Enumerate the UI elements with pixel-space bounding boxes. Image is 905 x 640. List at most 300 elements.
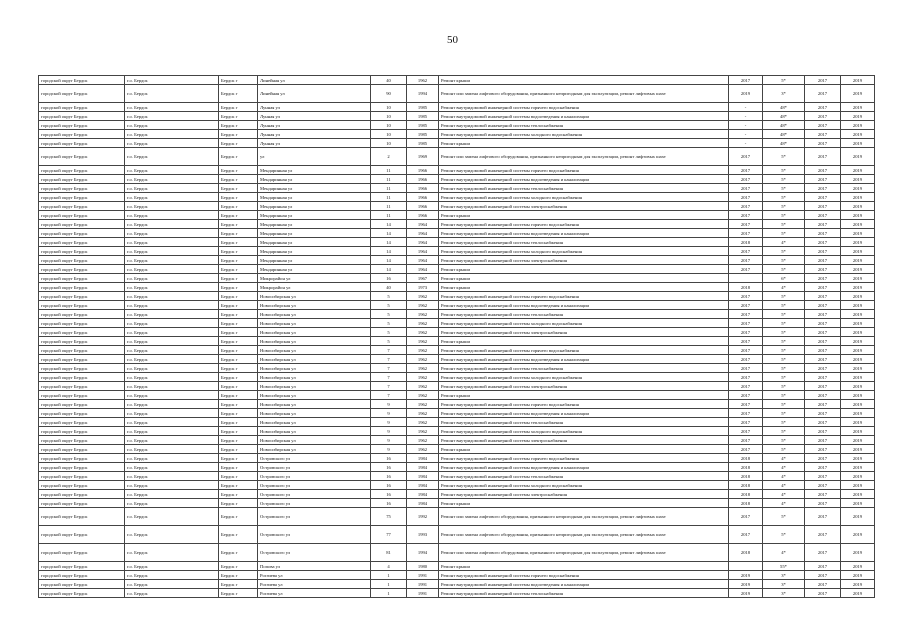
- period-end-cell: 2019: [841, 112, 875, 121]
- table-row: [39, 580, 875, 589]
- street-cell: Островского ул: [258, 526, 371, 544]
- plan-year-cell: 2017: [729, 337, 763, 346]
- street-cell: Микрорайон ул: [258, 283, 371, 292]
- plan-year-cell: 2017: [729, 319, 763, 328]
- build-year-cell: 1991: [407, 589, 439, 598]
- work-type-cell: Ремонт внутридомовой инженерной системы теплоснабжения: [439, 472, 729, 481]
- house-number-cell: 5: [371, 319, 407, 328]
- period-end-cell: 2019: [841, 445, 875, 454]
- city-cell: Бердск г: [219, 427, 258, 436]
- period-end-cell: 2019: [841, 193, 875, 202]
- municipality-cell: городской округ Бердск: [39, 310, 125, 319]
- street-cell: Новосибирская ул: [258, 301, 371, 310]
- district-cell: г.о. Бердск: [125, 256, 219, 265]
- street-cell: Новосибирская ул: [258, 328, 371, 337]
- municipality-cell: городской округ Бердск: [39, 148, 125, 166]
- city-cell: Бердск г: [219, 274, 258, 283]
- period-start-cell: 2017: [805, 148, 841, 166]
- district-cell: г.о. Бердск: [125, 526, 219, 544]
- work-type-cell: Ремонт крыши: [439, 274, 729, 283]
- work-type-cell: Ремонт внутридомовой инженерной системы электроснабжения: [439, 436, 729, 445]
- city-cell: Бердск г: [219, 265, 258, 274]
- build-year-cell: 1985: [407, 112, 439, 121]
- period-start-cell: 2017: [805, 283, 841, 292]
- build-year-cell: 1962: [407, 310, 439, 319]
- work-type-cell: Ремонт внутридомовой инженерной системы теплоснабжения: [439, 310, 729, 319]
- house-number-cell: 5: [371, 310, 407, 319]
- period-start-cell: 2017: [805, 445, 841, 454]
- district-cell: г.о. Бердск: [125, 130, 219, 139]
- city-cell: Бердск г: [219, 283, 258, 292]
- house-number-cell: 1: [371, 580, 407, 589]
- table-row: [39, 481, 875, 490]
- period-start-cell: 2017: [805, 328, 841, 337]
- street-cell: Рогачева ул: [258, 589, 371, 598]
- city-cell: Бердск г: [219, 256, 258, 265]
- build-year-cell: 1991: [407, 580, 439, 589]
- municipality-cell: городской округ Бердск: [39, 346, 125, 355]
- plan-year-cell: 2017: [729, 76, 763, 85]
- plan-year-cell: 2018: [729, 490, 763, 499]
- plan-year-cell: 2018: [729, 463, 763, 472]
- build-year-cell: 1962: [407, 328, 439, 337]
- house-number-cell: 16: [371, 490, 407, 499]
- street-cell: Мендаринная ул: [258, 238, 371, 247]
- period-start-cell: 2017: [805, 184, 841, 193]
- district-cell: г.о. Бердск: [125, 76, 219, 85]
- period-end-cell: 2019: [841, 454, 875, 463]
- municipality-cell: городской округ Бердск: [39, 283, 125, 292]
- build-year-cell: 1966: [407, 184, 439, 193]
- street-cell: Новосибирская ул: [258, 427, 371, 436]
- district-cell: г.о. Бердск: [125, 247, 219, 256]
- value-cell: 5*: [763, 409, 805, 418]
- district-cell: г.о. Бердск: [125, 220, 219, 229]
- value-cell: 5*: [763, 175, 805, 184]
- house-number-cell: 4: [371, 562, 407, 571]
- street-cell: Островского ул: [258, 544, 371, 562]
- value-cell: 5*: [763, 247, 805, 256]
- build-year-cell: 1962: [407, 436, 439, 445]
- work-type-cell: Ремонт внутридомовой инженерной системы холодного водоснабжения: [439, 193, 729, 202]
- street-cell: Рогачева ул: [258, 580, 371, 589]
- district-cell: г.о. Бердск: [125, 265, 219, 274]
- house-number-cell: 2: [371, 148, 407, 166]
- house-number-cell: 16: [371, 481, 407, 490]
- build-year-cell: 1966: [407, 193, 439, 202]
- district-cell: г.о. Бердск: [125, 409, 219, 418]
- house-number-cell: 9: [371, 445, 407, 454]
- city-cell: Бердск г: [219, 400, 258, 409]
- work-type-cell: Ремонт крыши: [439, 499, 729, 508]
- street-cell: Островского ул: [258, 463, 371, 472]
- table-row: [39, 256, 875, 265]
- work-type-cell: Ремонт или замена лифтового оборудования, признанного непригодным для эксплуатации, ремонт лифтовых шахт: [439, 85, 729, 103]
- build-year-cell: 1962: [407, 319, 439, 328]
- plan-year-cell: 2017: [729, 247, 763, 256]
- plan-year-cell: 2019: [729, 580, 763, 589]
- value-cell: 5*: [763, 364, 805, 373]
- house-number-cell: 40: [371, 283, 407, 292]
- period-start-cell: 2017: [805, 355, 841, 364]
- city-cell: Бердск г: [219, 202, 258, 211]
- value-cell: 5*: [763, 184, 805, 193]
- table-row: [39, 220, 875, 229]
- municipality-cell: городской округ Бердск: [39, 292, 125, 301]
- city-cell: Бердск г: [219, 337, 258, 346]
- work-type-cell: Ремонт внутридомовой инженерной системы водоотведения и канализации: [439, 229, 729, 238]
- house-number-cell: 7: [371, 346, 407, 355]
- capital-repair-table: [38, 75, 875, 598]
- street-cell: Попова ул: [258, 562, 371, 571]
- build-year-cell: 1993: [407, 526, 439, 544]
- plan-year-cell: 2017: [729, 265, 763, 274]
- plan-year-cell: 2018: [729, 499, 763, 508]
- plan-year-cell: 2017: [729, 292, 763, 301]
- municipality-cell: городской округ Бердск: [39, 274, 125, 283]
- build-year-cell: 1962: [407, 301, 439, 310]
- plan-year-cell: 2017: [729, 418, 763, 427]
- district-cell: г.о. Бердск: [125, 112, 219, 121]
- street-cell: Мендаринная ул: [258, 211, 371, 220]
- municipality-cell: городской округ Бердск: [39, 112, 125, 121]
- house-number-cell: 40: [371, 76, 407, 85]
- city-cell: Бердск г: [219, 526, 258, 544]
- house-number-cell: 16: [371, 472, 407, 481]
- city-cell: Бердск г: [219, 247, 258, 256]
- table-row: [39, 355, 875, 364]
- period-end-cell: 2019: [841, 472, 875, 481]
- period-end-cell: 2019: [841, 220, 875, 229]
- municipality-cell: городской округ Бердск: [39, 355, 125, 364]
- house-number-cell: 5: [371, 292, 407, 301]
- value-cell: 5*: [763, 292, 805, 301]
- period-start-cell: 2017: [805, 580, 841, 589]
- period-end-cell: 2019: [841, 562, 875, 571]
- city-cell: Бердск г: [219, 175, 258, 184]
- table-row: [39, 499, 875, 508]
- city-cell: Бердск г: [219, 445, 258, 454]
- city-cell: Бердск г: [219, 103, 258, 112]
- build-year-cell: 1980: [407, 562, 439, 571]
- period-end-cell: 2019: [841, 499, 875, 508]
- house-number-cell: 5: [371, 301, 407, 310]
- district-cell: г.о. Бердск: [125, 292, 219, 301]
- table-row: [39, 247, 875, 256]
- work-type-cell: Ремонт внутридомовой инженерной системы холодного водоснабжения: [439, 481, 729, 490]
- plan-year-cell: 2018: [729, 481, 763, 490]
- house-number-cell: 14: [371, 229, 407, 238]
- table-row: [39, 382, 875, 391]
- period-start-cell: 2017: [805, 436, 841, 445]
- plan-year-cell: 2018: [729, 544, 763, 562]
- period-start-cell: 2017: [805, 139, 841, 148]
- value-cell: 5*: [763, 265, 805, 274]
- period-end-cell: 2019: [841, 229, 875, 238]
- district-cell: г.о. Бердск: [125, 490, 219, 499]
- house-number-cell: 1: [371, 571, 407, 580]
- value-cell: 3*: [763, 580, 805, 589]
- street-cell: Островского ул: [258, 490, 371, 499]
- house-number-cell: 7: [371, 355, 407, 364]
- plan-year-cell: 2017: [729, 211, 763, 220]
- table-row: [39, 121, 875, 130]
- municipality-cell: городской округ Бердск: [39, 319, 125, 328]
- value-cell: 5*: [763, 328, 805, 337]
- period-end-cell: 2019: [841, 184, 875, 193]
- district-cell: г.о. Бердск: [125, 184, 219, 193]
- house-number-cell: 5: [371, 337, 407, 346]
- value-cell: 5*: [763, 229, 805, 238]
- value-cell: 5*: [763, 310, 805, 319]
- period-end-cell: 2019: [841, 274, 875, 283]
- street-cell: Лунная ул: [258, 103, 371, 112]
- table-row: [39, 589, 875, 598]
- period-start-cell: 2017: [805, 364, 841, 373]
- municipality-cell: городской округ Бердск: [39, 301, 125, 310]
- plan-year-cell: 2017: [729, 445, 763, 454]
- municipality-cell: городской округ Бердск: [39, 526, 125, 544]
- city-cell: Бердск г: [219, 490, 258, 499]
- municipality-cell: городской округ Бердск: [39, 202, 125, 211]
- house-number-cell: 9: [371, 427, 407, 436]
- street-cell: Мендаринная ул: [258, 265, 371, 274]
- work-type-cell: Ремонт внутридомовой инженерной системы горячего водоснабжения: [439, 103, 729, 112]
- city-cell: Бердск г: [219, 148, 258, 166]
- build-year-cell: 1962: [407, 337, 439, 346]
- period-start-cell: 2017: [805, 418, 841, 427]
- municipality-cell: городской округ Бердск: [39, 220, 125, 229]
- municipality-cell: городской округ Бердск: [39, 427, 125, 436]
- city-cell: Бердск г: [219, 454, 258, 463]
- period-end-cell: 2019: [841, 526, 875, 544]
- value-cell: 5*: [763, 418, 805, 427]
- table-row: [39, 571, 875, 580]
- period-start-cell: 2017: [805, 463, 841, 472]
- street-cell: Лунная ул: [258, 139, 371, 148]
- period-end-cell: 2019: [841, 292, 875, 301]
- work-type-cell: Ремонт внутридомовой инженерной системы холодного водоснабжения: [439, 319, 729, 328]
- table-row: [39, 400, 875, 409]
- period-start-cell: 2017: [805, 166, 841, 175]
- build-year-cell: 1991: [407, 571, 439, 580]
- period-start-cell: 2017: [805, 427, 841, 436]
- district-cell: г.о. Бердск: [125, 445, 219, 454]
- municipality-cell: городской округ Бердск: [39, 382, 125, 391]
- work-type-cell: Ремонт внутридомовой инженерной системы водоотведения и канализации: [439, 112, 729, 121]
- city-cell: Бердск г: [219, 220, 258, 229]
- table-row: [39, 148, 875, 166]
- municipality-cell: городской округ Бердск: [39, 481, 125, 490]
- plan-year-cell: 2018: [729, 454, 763, 463]
- period-end-cell: 2019: [841, 418, 875, 427]
- value-cell: 5*: [763, 373, 805, 382]
- period-start-cell: 2017: [805, 85, 841, 103]
- period-end-cell: 2019: [841, 238, 875, 247]
- value-cell: 5*: [763, 391, 805, 400]
- period-start-cell: 2017: [805, 274, 841, 283]
- municipality-cell: городской округ Бердск: [39, 418, 125, 427]
- house-number-cell: 10: [371, 112, 407, 121]
- district-cell: г.о. Бердск: [125, 481, 219, 490]
- plan-year-cell: 2017: [729, 355, 763, 364]
- plan-year-cell: 2017: [729, 508, 763, 526]
- build-year-cell: 1964: [407, 265, 439, 274]
- build-year-cell: 1967: [407, 274, 439, 283]
- period-start-cell: 2017: [805, 454, 841, 463]
- work-type-cell: Ремонт крыши: [439, 265, 729, 274]
- municipality-cell: городской округ Бердск: [39, 508, 125, 526]
- value-cell: 3*: [763, 571, 805, 580]
- municipality-cell: городской округ Бердск: [39, 544, 125, 562]
- build-year-cell: 1962: [407, 400, 439, 409]
- build-year-cell: 1985: [407, 130, 439, 139]
- period-end-cell: 2019: [841, 139, 875, 148]
- city-cell: Бердск г: [219, 508, 258, 526]
- work-type-cell: Ремонт внутридомовой инженерной системы горячего водоснабжения: [439, 292, 729, 301]
- district-cell: г.о. Бердск: [125, 166, 219, 175]
- period-start-cell: 2017: [805, 481, 841, 490]
- value-cell: 4*: [763, 499, 805, 508]
- municipality-cell: городской округ Бердск: [39, 445, 125, 454]
- build-year-cell: 1962: [407, 346, 439, 355]
- plan-year-cell: -: [729, 130, 763, 139]
- period-end-cell: 2019: [841, 436, 875, 445]
- plan-year-cell: 2017: [729, 301, 763, 310]
- city-cell: Бердск г: [219, 112, 258, 121]
- city-cell: Бердск г: [219, 130, 258, 139]
- district-cell: г.о. Бердск: [125, 427, 219, 436]
- table-row: [39, 202, 875, 211]
- house-number-cell: 11: [371, 184, 407, 193]
- district-cell: г.о. Бердск: [125, 238, 219, 247]
- period-end-cell: 2019: [841, 463, 875, 472]
- house-number-cell: 75: [371, 508, 407, 526]
- work-type-cell: Ремонт или замена лифтового оборудования, признанного непригодным для эксплуатации, ремонт лифтовых шахт: [439, 544, 729, 562]
- table-row: [39, 436, 875, 445]
- house-number-cell: 10: [371, 130, 407, 139]
- district-cell: г.о. Бердск: [125, 391, 219, 400]
- table-row: [39, 391, 875, 400]
- city-cell: Бердск г: [219, 391, 258, 400]
- build-year-cell: 1969: [407, 148, 439, 166]
- city-cell: Бердск г: [219, 571, 258, 580]
- plan-year-cell: 2017: [729, 391, 763, 400]
- district-cell: г.о. Бердск: [125, 364, 219, 373]
- plan-year-cell: 2017: [729, 256, 763, 265]
- table-row: [39, 337, 875, 346]
- table-row: [39, 373, 875, 382]
- table-row: [39, 166, 875, 175]
- district-cell: г.о. Бердск: [125, 229, 219, 238]
- period-end-cell: 2019: [841, 571, 875, 580]
- city-cell: Бердск г: [219, 562, 258, 571]
- work-type-cell: Ремонт или замена лифтового оборудования, признанного непригодным для эксплуатации, ремонт лифтовых шахт: [439, 508, 729, 526]
- house-number-cell: 90: [371, 85, 407, 103]
- value-cell: 4*: [763, 481, 805, 490]
- district-cell: г.о. Бердск: [125, 382, 219, 391]
- street-cell: Новосибирская ул: [258, 310, 371, 319]
- municipality-cell: городской округ Бердск: [39, 562, 125, 571]
- district-cell: г.о. Бердск: [125, 121, 219, 130]
- street-cell: Мендаринная ул: [258, 247, 371, 256]
- plan-year-cell: -: [729, 103, 763, 112]
- build-year-cell: 1985: [407, 139, 439, 148]
- table-row: [39, 562, 875, 571]
- municipality-cell: городской округ Бердск: [39, 391, 125, 400]
- district-cell: г.о. Бердск: [125, 328, 219, 337]
- period-end-cell: 2019: [841, 391, 875, 400]
- work-type-cell: Ремонт внутридомовой инженерной системы горячего водоснабжения: [439, 166, 729, 175]
- city-cell: Бердск г: [219, 193, 258, 202]
- district-cell: г.о. Бердск: [125, 274, 219, 283]
- build-year-cell: 1962: [407, 445, 439, 454]
- table-row: [39, 76, 875, 85]
- city-cell: Бердск г: [219, 184, 258, 193]
- plan-year-cell: 2018: [729, 238, 763, 247]
- period-start-cell: 2017: [805, 130, 841, 139]
- plan-year-cell: -: [729, 112, 763, 121]
- table-body: [39, 76, 875, 598]
- work-type-cell: Ремонт внутридомовой инженерной системы водоотведения и канализации: [439, 355, 729, 364]
- city-cell: Бердск г: [219, 139, 258, 148]
- district-cell: г.о. Бердск: [125, 589, 219, 598]
- period-end-cell: 2019: [841, 328, 875, 337]
- build-year-cell: 1984: [407, 499, 439, 508]
- build-year-cell: 1966: [407, 166, 439, 175]
- street-cell: Рогачева ул: [258, 571, 371, 580]
- table-row: [39, 283, 875, 292]
- district-cell: г.о. Бердск: [125, 301, 219, 310]
- period-end-cell: 2019: [841, 265, 875, 274]
- period-start-cell: 2017: [805, 391, 841, 400]
- period-start-cell: 2017: [805, 337, 841, 346]
- work-type-cell: Ремонт внутридомовой инженерной системы электроснабжения: [439, 490, 729, 499]
- period-end-cell: 2019: [841, 283, 875, 292]
- house-number-cell: 11: [371, 175, 407, 184]
- value-cell: 5*: [763, 355, 805, 364]
- house-number-cell: 9: [371, 436, 407, 445]
- house-number-cell: 9: [371, 418, 407, 427]
- house-number-cell: 81: [371, 544, 407, 562]
- work-type-cell: Ремонт внутридомовой инженерной системы теплоснабжения: [439, 121, 729, 130]
- city-cell: Бердск г: [219, 580, 258, 589]
- street-cell: Новосибирская ул: [258, 292, 371, 301]
- period-end-cell: 2019: [841, 301, 875, 310]
- street-cell: Новосибирская ул: [258, 400, 371, 409]
- value-cell: 3*: [763, 589, 805, 598]
- house-number-cell: 11: [371, 166, 407, 175]
- municipality-cell: городской округ Бердск: [39, 238, 125, 247]
- work-type-cell: Ремонт или замена лифтового оборудования, признанного непригодным для эксплуатации, ремонт лифтовых шахт: [439, 148, 729, 166]
- value-cell: 48*: [763, 112, 805, 121]
- build-year-cell: 1984: [407, 472, 439, 481]
- value-cell: 5*: [763, 202, 805, 211]
- municipality-cell: городской округ Бердск: [39, 454, 125, 463]
- city-cell: Бердск г: [219, 211, 258, 220]
- period-start-cell: 2017: [805, 346, 841, 355]
- period-end-cell: 2019: [841, 310, 875, 319]
- city-cell: Бердск г: [219, 436, 258, 445]
- plan-year-cell: 2017: [729, 220, 763, 229]
- period-start-cell: 2017: [805, 508, 841, 526]
- build-year-cell: 1994: [407, 544, 439, 562]
- value-cell: 5*: [763, 76, 805, 85]
- house-number-cell: 14: [371, 220, 407, 229]
- house-number-cell: 14: [371, 247, 407, 256]
- plan-year-cell: 2019: [729, 571, 763, 580]
- table-row: [39, 508, 875, 526]
